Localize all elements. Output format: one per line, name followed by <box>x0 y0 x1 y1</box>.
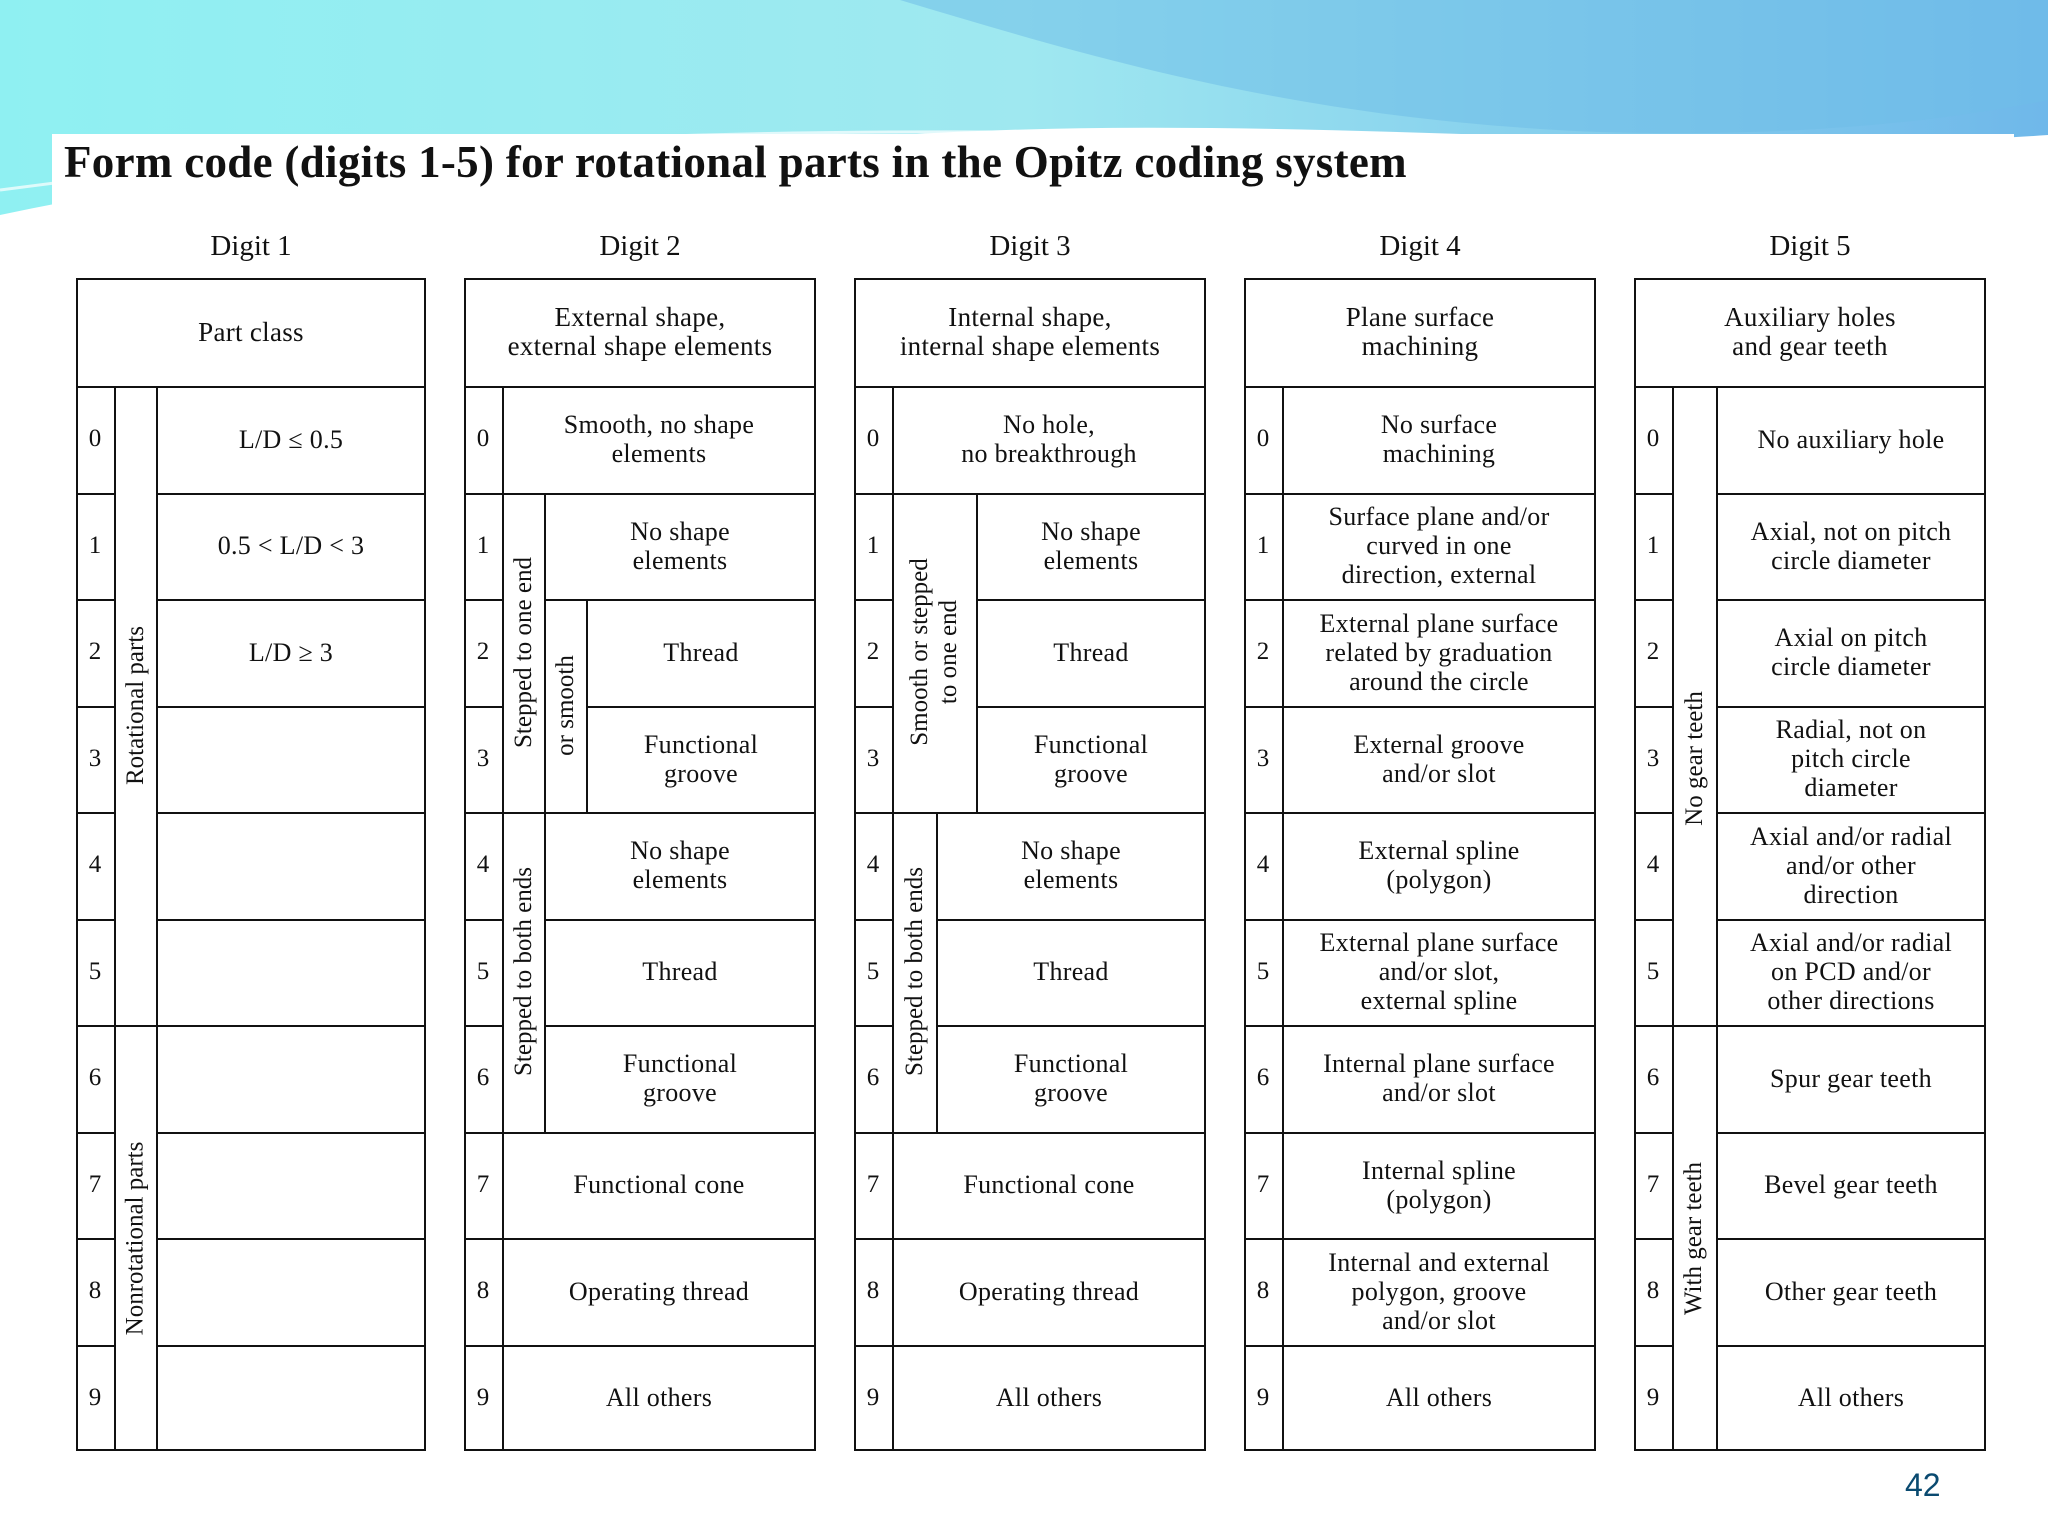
digit-heading: Digit 4 <box>1379 230 1461 262</box>
row-number: 5 <box>866 957 880 985</box>
row-description: Bevel gear teeth <box>1764 1170 1938 1200</box>
group-label-text: Stepped to both ends <box>509 867 537 1077</box>
row-number: 5 <box>88 957 102 985</box>
digit-heading: Digit 1 <box>210 230 292 262</box>
group-label <box>114 386 156 1025</box>
row-number: 3 <box>1646 744 1660 772</box>
row-number: 1 <box>1646 531 1660 559</box>
row-description: Internal and external polygon, groove and/or slot <box>1328 1247 1550 1335</box>
group-label-text: or smooth <box>551 655 579 756</box>
row-number: 2 <box>476 638 490 666</box>
group-label <box>114 1025 156 1451</box>
row-number: 9 <box>1646 1383 1660 1411</box>
row-description: External plane surface and/or slot, external spline <box>1319 928 1559 1016</box>
digit-header-cell: Auxiliary holes and gear teeth <box>1724 302 1896 361</box>
row-description <box>156 706 426 813</box>
row-description: Functional cone <box>963 1170 1135 1200</box>
row-number: 6 <box>88 1064 102 1092</box>
group-label-text: Stepped to both ends <box>900 867 928 1077</box>
row-number: 0 <box>1256 425 1270 453</box>
row-number: 4 <box>1646 851 1660 879</box>
row-description: Operating thread <box>568 1276 750 1306</box>
row-description: L/D ≥ 3 <box>248 637 334 667</box>
row-description: No shape elements <box>1021 836 1121 895</box>
group-label <box>892 493 976 813</box>
group-label <box>1672 1025 1716 1451</box>
row-number: 9 <box>1256 1383 1270 1411</box>
row-description: Thread <box>1053 637 1129 667</box>
row-number: 4 <box>476 851 490 879</box>
row-description: External groove and/or slot <box>1353 729 1525 788</box>
row-description: Internal spline (polygon) <box>1362 1155 1516 1214</box>
row-number: 1 <box>1256 531 1270 559</box>
row-description: No surface machining <box>1380 410 1498 469</box>
row-number: 3 <box>88 744 102 772</box>
group-label <box>502 812 544 1132</box>
row-number: 6 <box>1646 1064 1660 1092</box>
page-number: 42 <box>1905 1467 1941 1503</box>
digit-heading: Digit 5 <box>1769 230 1851 262</box>
row-description <box>156 1238 426 1345</box>
row-description: Operating thread <box>958 1276 1140 1306</box>
row-number: 7 <box>1646 1170 1660 1198</box>
row-number: 7 <box>476 1170 490 1198</box>
row-description <box>156 1345 426 1452</box>
row-description: Axial on pitch circle diameter <box>1771 623 1931 682</box>
digit-header-cell: Plane surface machining <box>1345 302 1495 361</box>
row-number: 0 <box>476 425 490 453</box>
row-description: Smooth, no shape elements <box>563 410 755 469</box>
row-description <box>156 1132 426 1239</box>
row-description: External plane surface related by graduation around the circle <box>1319 608 1559 696</box>
row-number: 5 <box>1646 957 1660 985</box>
row-description: Surface plane and/or curved in one direction, external <box>1328 502 1550 590</box>
digit-heading: Digit 2 <box>599 230 681 262</box>
row-description: Axial, not on pitch circle diameter <box>1750 516 1952 575</box>
row-number: 1 <box>866 531 880 559</box>
row-number: 6 <box>1256 1064 1270 1092</box>
row-number: 2 <box>1646 638 1660 666</box>
row-number: 7 <box>866 1170 880 1198</box>
row-number: 8 <box>88 1277 102 1305</box>
row-description: Axial and/or radial and/or other direction <box>1749 821 1953 909</box>
group-label-text: Nonrotational parts <box>121 1141 149 1335</box>
row-description: Radial, not on pitch circle diameter <box>1775 715 1927 803</box>
digit-header-cell: Internal shape, internal shape elements <box>899 302 1161 361</box>
row-number: 0 <box>88 425 102 453</box>
row-description: No hole, no breakthrough <box>961 410 1137 469</box>
row-number: 5 <box>476 957 490 985</box>
slide-title: Form code (digits 1-5) for rotational parts in the Opitz coding system <box>64 137 1407 187</box>
row-description: Spur gear teeth <box>1770 1063 1932 1093</box>
row-number: 2 <box>866 638 880 666</box>
row-description: All others <box>995 1383 1103 1413</box>
row-description: Functional groove <box>1033 729 1149 788</box>
group-label-text: With gear teeth <box>1680 1161 1708 1315</box>
row-number: 4 <box>1256 851 1270 879</box>
row-description: Functional groove <box>1013 1049 1129 1108</box>
row-description: Functional groove <box>622 1049 738 1108</box>
row-description <box>156 812 426 919</box>
row-number: 8 <box>866 1277 880 1305</box>
row-number: 5 <box>1256 957 1270 985</box>
row-number: 0 <box>1646 425 1660 453</box>
row-number: 2 <box>1256 638 1270 666</box>
row-description: Axial and/or radial on PCD and/or other directions <box>1749 928 1953 1016</box>
row-number: 6 <box>866 1064 880 1092</box>
row-description: All others <box>1797 1383 1905 1413</box>
row-number: 3 <box>1256 744 1270 772</box>
group-label-text: No gear teeth <box>1680 691 1708 827</box>
row-description: No shape elements <box>630 836 730 895</box>
row-number: 9 <box>866 1383 880 1411</box>
group-label-text: Smooth or stepped to one end <box>906 558 962 746</box>
row-number: 6 <box>476 1064 490 1092</box>
row-description <box>156 919 426 1026</box>
row-description: Functional groove <box>643 729 759 788</box>
row-number: 0 <box>866 425 880 453</box>
row-number: 1 <box>88 531 102 559</box>
group-label-text: Rotational parts <box>121 626 149 785</box>
row-number: 2 <box>88 638 102 666</box>
row-description: Thread <box>1033 957 1109 987</box>
row-number: 4 <box>866 851 880 879</box>
row-number: 7 <box>1256 1170 1270 1198</box>
row-description: Other gear teeth <box>1764 1276 1938 1306</box>
group-label <box>502 493 544 813</box>
row-description: Functional cone <box>573 1170 745 1200</box>
row-description <box>156 1025 426 1132</box>
row-number: 8 <box>1256 1277 1270 1305</box>
row-number: 3 <box>476 744 490 772</box>
row-description: Thread <box>642 957 718 987</box>
group-label <box>892 812 936 1132</box>
row-number: 9 <box>476 1383 490 1411</box>
row-number: 7 <box>88 1170 102 1198</box>
row-number: 8 <box>476 1277 490 1305</box>
group-label <box>544 599 586 812</box>
row-number: 4 <box>88 851 102 879</box>
digit-header-cell: Part class <box>198 316 304 347</box>
row-description: No shape elements <box>630 516 730 575</box>
row-number: 1 <box>476 531 490 559</box>
row-description: No shape elements <box>1041 516 1141 575</box>
digit-header-cell: External shape, external shape elements <box>507 302 773 361</box>
row-description: Thread <box>663 637 739 667</box>
row-number: 9 <box>88 1383 102 1411</box>
row-description: No auxiliary hole <box>1757 424 1945 454</box>
row-description: External spline (polygon) <box>1358 836 1520 895</box>
group-label-text: Stepped to one end <box>509 556 537 748</box>
row-description: All others <box>1385 1383 1493 1413</box>
digit-heading: Digit 3 <box>989 230 1071 262</box>
row-description: L/D ≤ 0.5 <box>238 424 344 454</box>
row-description: Internal plane surface and/or slot <box>1323 1049 1555 1108</box>
row-number: 8 <box>1646 1277 1660 1305</box>
row-number: 3 <box>866 744 880 772</box>
group-label <box>1672 493 1716 1026</box>
row-description: All others <box>605 1383 713 1413</box>
row-description: 0.5 < L/D < 3 <box>217 531 365 561</box>
